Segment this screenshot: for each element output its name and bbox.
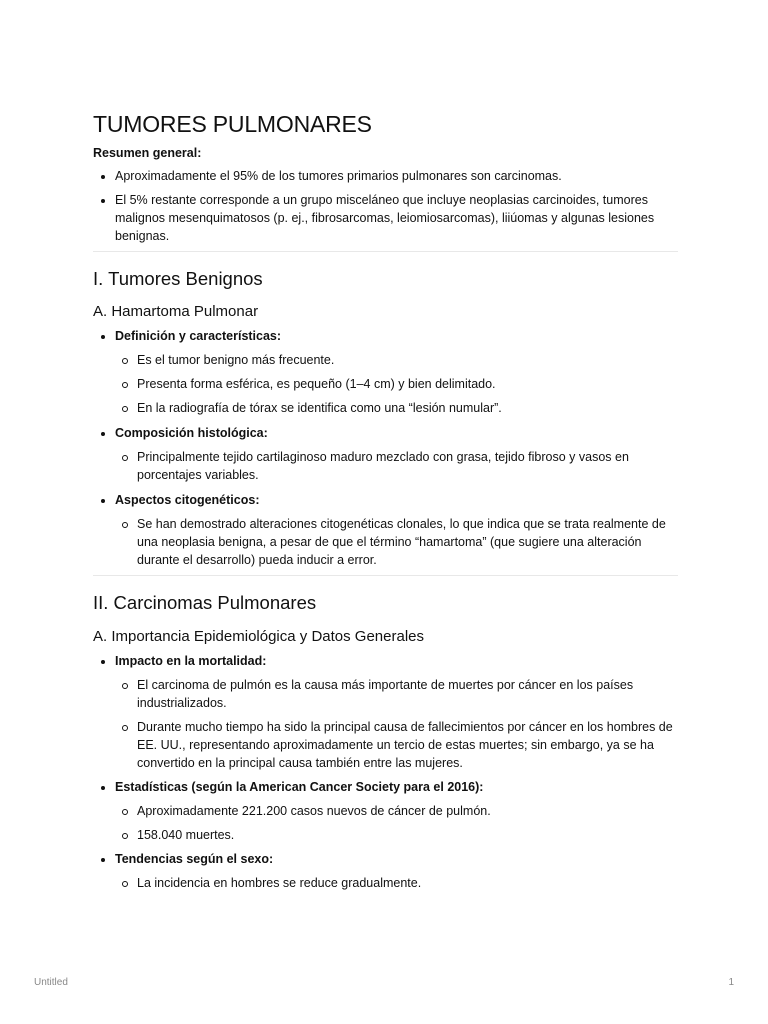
sublist-item: El carcinoma de pulmón es la causa más importante de muertes por cáncer en los países industrializados. [115, 676, 678, 712]
group-label: Impacto en la mortalidad: [115, 654, 267, 668]
sublist [115, 515, 678, 569]
sublist-item: Presenta forma esférica, es pequeño (1–4 cm) y bien delimitado. [115, 375, 678, 393]
sublist-item: Principalmente tejido cartilaginoso maduro mezclado con grasa, tejido fibroso y vasos en porcentajes variables. [115, 448, 678, 484]
summary-list [93, 167, 678, 245]
sublist-item: En la radiografía de tórax se identifica como una “lesión numular”. [115, 399, 678, 417]
section-heading-benign: I. Tumores Benignos [93, 268, 263, 289]
subsection-heading-epidemiology: A. Importancia Epidemiológica y Datos Generales [93, 628, 424, 645]
group-label: Tendencias según el sexo: [115, 852, 274, 866]
epidemiology-list [93, 652, 678, 892]
group-label: Composición histológica: [115, 426, 268, 440]
sublist-item: Es el tumor benigno más frecuente. [115, 351, 678, 369]
section-heading-carcinomas: II. Carcinomas Pulmonares [93, 592, 317, 613]
list-item [93, 424, 678, 484]
list-item [93, 327, 678, 417]
sublist [115, 448, 678, 484]
list-item [93, 491, 678, 569]
sublist [115, 802, 678, 844]
sublist-item: Se han demostrado alteraciones citogenéticas clonales, lo que indica que se trata realmente de una neoplasia benigna, a pesar de que el término “hamartoma” (que sugiere una alteración durante el desarrollo) pueda inducir a error. [115, 515, 678, 569]
sublist-item: 158.040 muertes. [115, 826, 678, 844]
list-item [93, 652, 678, 772]
summary-item: El 5% restante corresponde a un grupo misceláneo que incluye neoplasias carcinoides, tumores malignos mesenquimatosos (p. ej., fibrosarcomas, leiomiosarcomas), liiúomas y algunas lesiones benignas. [93, 191, 678, 245]
sublist-item: Aproximadamente 221.200 casos nuevos de cáncer de pulmón. [115, 802, 678, 820]
footer-page-number: 1 [728, 977, 734, 988]
sublist-item: La incidencia en hombres se reduce gradualmente. [115, 874, 678, 892]
sublist [115, 874, 678, 892]
section-divider [93, 251, 678, 252]
sublist [115, 676, 678, 772]
document-title: TUMORES PULMONARES [93, 111, 372, 137]
sublist-item: Durante mucho tiempo ha sido la principal causa de fallecimientos por cáncer en los hombres de EE. UU., representando aproximadamente un tercio de estas muertes; sin embargo, ya se ha convertido en la principal causa también entre las mujeres. [115, 718, 678, 772]
list-item [93, 850, 678, 892]
summary-label: Resumen general: [93, 146, 202, 160]
group-label: Aspectos citogenéticos: [115, 493, 260, 507]
footer-document-name: Untitled [34, 977, 68, 988]
sublist [115, 351, 678, 417]
section-divider [93, 575, 678, 576]
group-label: Definición y características: [115, 329, 282, 343]
subsection-heading-hamartoma: A. Hamartoma Pulmonar [93, 303, 259, 320]
document-page [93, 108, 678, 892]
summary-item: Aproximadamente el 95% de los tumores primarios pulmonares son carcinomas. [93, 167, 678, 185]
list-item [93, 778, 678, 844]
hamartoma-list [93, 327, 678, 569]
group-label: Estadísticas (según la American Cancer Society para el 2016): [115, 780, 484, 794]
